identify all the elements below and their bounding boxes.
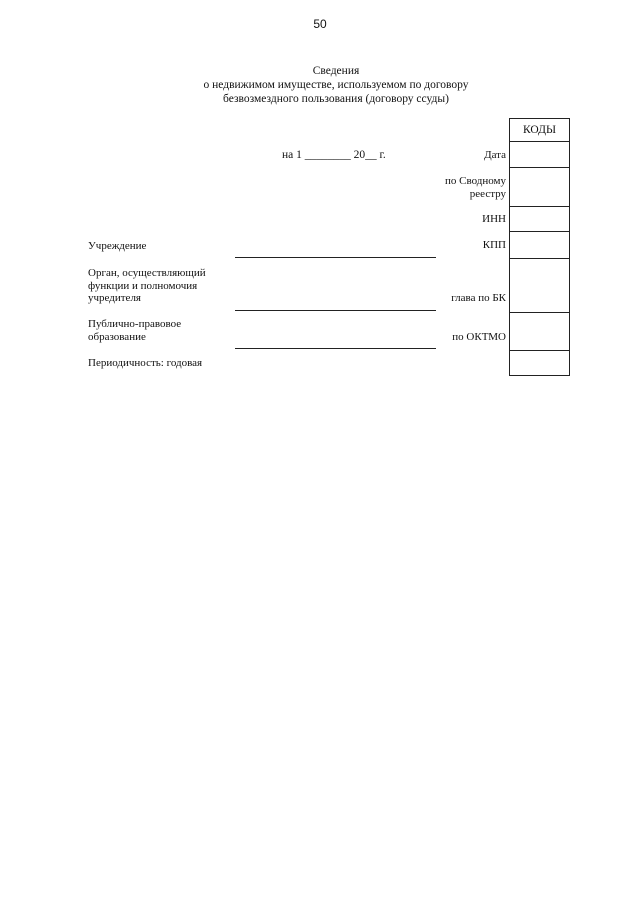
registry-label-line-2: реестру	[469, 187, 506, 200]
institution-label: Учреждение	[88, 240, 147, 252]
title-line-1: Сведения	[312, 65, 360, 77]
date-prefix: на 1	[282, 149, 302, 161]
codes-header: КОДЫ	[510, 119, 570, 142]
registry-code-label	[445, 175, 506, 200]
public-entity-label-line-1: Публично-правовое	[88, 318, 182, 330]
kpp-code-cell[interactable]	[510, 232, 570, 259]
organ-label-line-2: функции и полномочия	[88, 279, 198, 292]
date-code-label: Дата	[484, 149, 506, 161]
date-day-month-blank[interactable]: ________	[304, 149, 351, 161]
inn-code-label: ИНН	[482, 213, 506, 225]
date-year-prefix: 20	[353, 149, 366, 161]
public-entity-field[interactable]	[235, 348, 436, 349]
report-date-line	[282, 149, 386, 161]
periodicity-code-cell[interactable]	[510, 351, 570, 376]
title-line-3: безвозмездного пользования (договору ссуды)	[223, 93, 449, 105]
bk-code-cell[interactable]	[510, 259, 570, 313]
inn-code-cell[interactable]	[510, 207, 570, 232]
registry-label-line-1: по Сводному	[444, 175, 506, 187]
organ-label-line-1: Орган, осуществляющий	[88, 267, 206, 279]
registry-code-cell[interactable]	[510, 168, 570, 207]
organ-label	[88, 267, 206, 305]
codes-table	[509, 118, 570, 376]
oktmo-code-cell[interactable]	[510, 313, 570, 351]
oktmo-code-label: по ОКТМО	[452, 331, 506, 343]
document-title	[0, 64, 640, 106]
title-line-2: о недвижимом имуществе, используемом по договору	[203, 79, 469, 91]
periodicity-label: Периодичность: годовая	[88, 357, 203, 369]
organ-label-line-3: учредителя	[88, 292, 141, 304]
date-code-cell[interactable]	[510, 142, 570, 168]
date-year-blank[interactable]: __	[365, 149, 377, 161]
page-number: 50	[313, 17, 327, 31]
bk-code-label: глава по БК	[451, 292, 506, 304]
date-suffix: г.	[379, 149, 386, 161]
institution-field[interactable]	[235, 257, 436, 258]
public-entity-label	[88, 318, 181, 343]
kpp-code-label: КПП	[482, 239, 506, 251]
organ-field[interactable]	[235, 310, 436, 311]
public-entity-label-line-2: образование	[88, 330, 146, 343]
